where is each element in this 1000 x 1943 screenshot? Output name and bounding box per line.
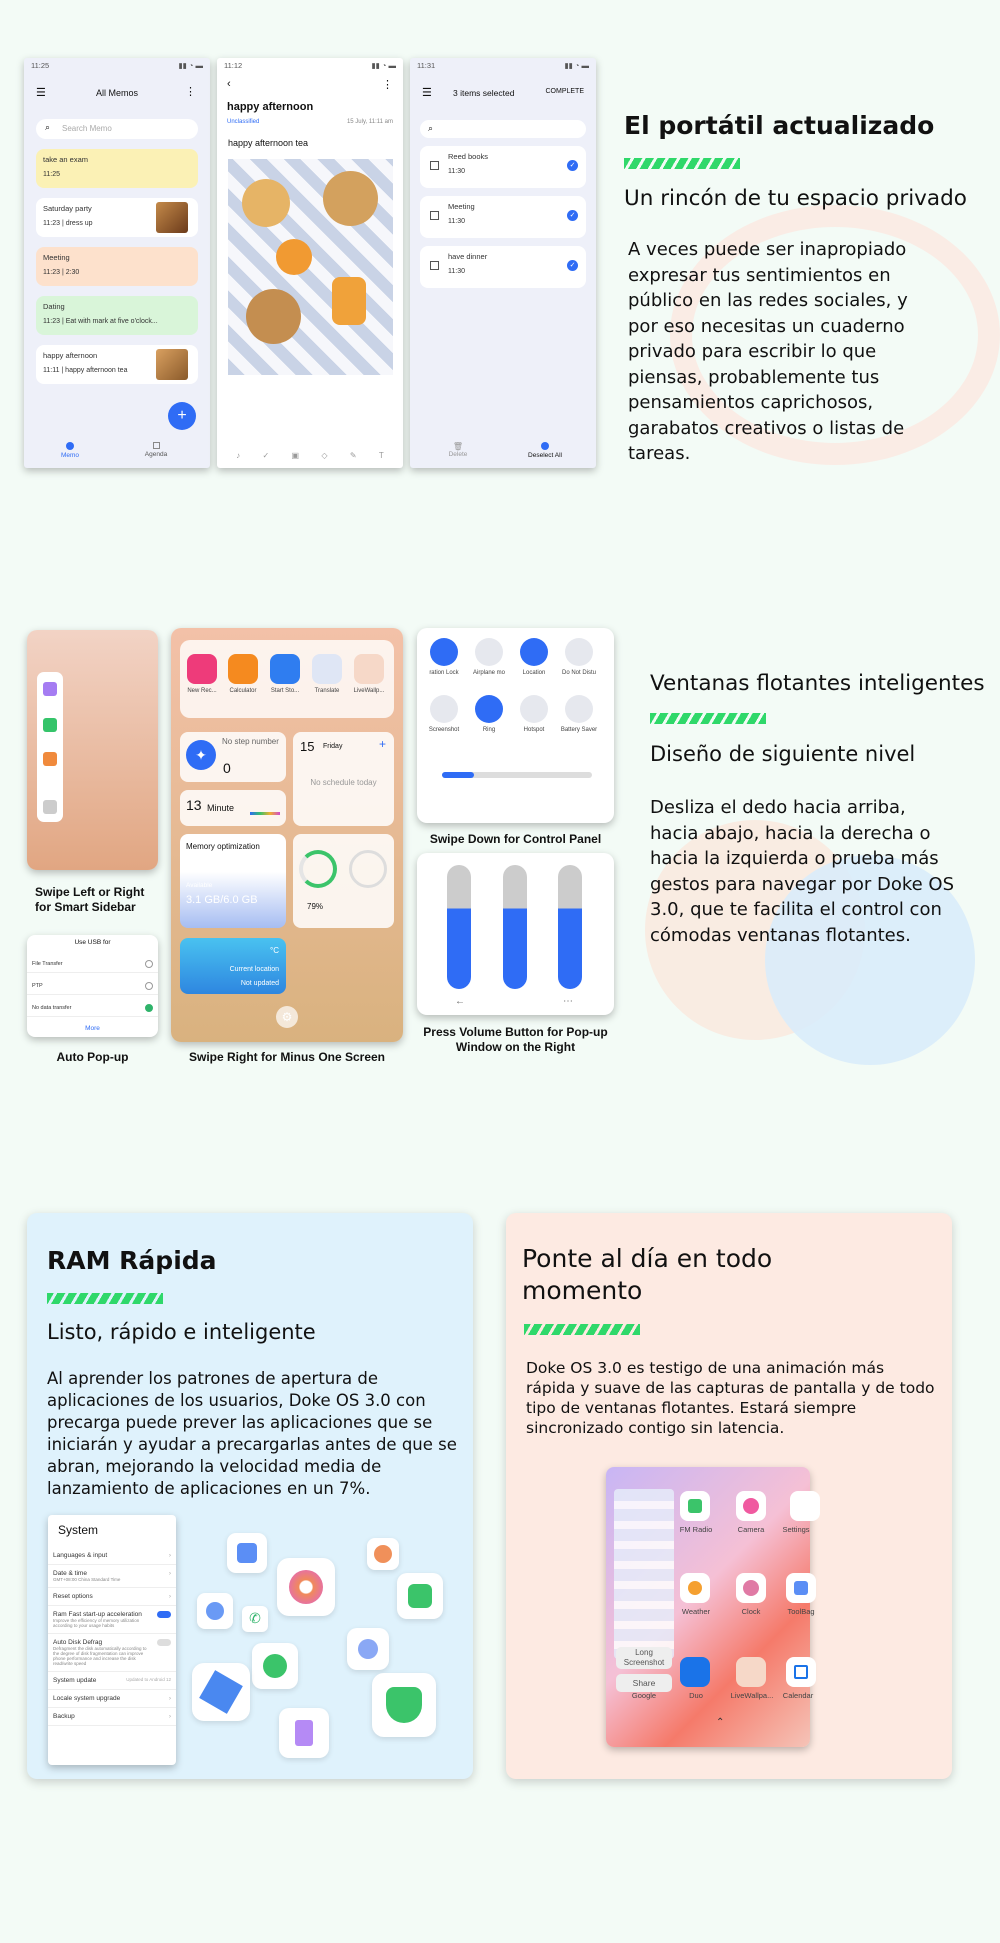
deselect-all-button[interactable]: Deselect All: [520, 442, 570, 459]
app-icon-cloud: [187, 1523, 467, 1763]
share-button[interactable]: Share: [616, 1674, 672, 1692]
memo-card[interactable]: take an exam 11:25: [36, 149, 198, 188]
settings-icon[interactable]: [790, 1491, 820, 1521]
section-title: Ventanas flotantes inteligentes: [650, 671, 985, 696]
memo-card[interactable]: happy afternoon 11:11 | happy afternoon tea: [36, 345, 198, 384]
memory-widget[interactable]: Memory optimization Available 3.1 GB/6.0 GB: [180, 834, 286, 928]
checkbox[interactable]: [430, 161, 439, 170]
section-body: Doke OS 3.0 es testigo de una animación más rápida y suave de las capturas de pantalla y de todo tipo de ventanas flotantes. Estará siempre sincronizado contigo sin latencia.: [526, 1359, 935, 1437]
memo-thumbnail: [156, 349, 188, 380]
section-title: RAM Rápida: [47, 1246, 217, 1275]
calculator-icon[interactable]: [228, 654, 258, 684]
memo-card[interactable]: Meeting 11:23 | 2:30: [36, 247, 198, 286]
minus-one-screen: New Rec... Calculator Start Sto... Translate LiveWallp... ✦ No step number 0 15 Friday + No schedule today 13 Minute Memory optimization Available 3.1 GB/6.0 GB 79% °C Current location Not updated ⚙: [171, 628, 403, 1042]
tab-memo[interactable]: Memo: [50, 442, 90, 459]
control-panel: ration Lock Airplane mo Location Do Not Distu Screenshot Ring Hotspot Battery Saver: [417, 628, 614, 823]
memo-list-screen: [24, 58, 210, 468]
memo-date: 15 July, 11:11 am: [346, 119, 393, 125]
page-title: 3 items selected: [453, 88, 515, 98]
more-link[interactable]: More: [85, 1025, 100, 1032]
notes-icon: [279, 1708, 329, 1758]
category-tag[interactable]: Unclassified: [227, 119, 260, 125]
mic-icon[interactable]: ♪: [236, 451, 241, 460]
add-memo-button[interactable]: +: [168, 402, 196, 430]
caption: Auto Pop-up: [56, 1050, 129, 1064]
steps-widget[interactable]: ✦ No step number 0: [180, 732, 286, 782]
usb-option[interactable]: File Transfer: [27, 956, 158, 973]
smart-sidebar-preview: [27, 630, 158, 870]
caption: Press Volume Button for Pop-up Window on the Right: [423, 1025, 608, 1054]
page-title: All Memos: [95, 88, 138, 98]
check-icon[interactable]: ✓: [262, 451, 270, 460]
checkbox[interactable]: [430, 261, 439, 270]
settings-row[interactable]: Languages & input ›: [48, 1547, 176, 1565]
timer-widget[interactable]: 13 Minute: [180, 790, 286, 826]
shirt-icon[interactable]: ◇: [321, 451, 328, 460]
food-photo: [228, 159, 393, 375]
memo-card[interactable]: Saturday party 11:23 | dress up: [36, 198, 198, 237]
system-settings: System Languages & input › Date & time › GMT+08:00 China Standard Time Reset options › Ram Fast start-up acceleration Improve the efficiency of memory utilization according to your usage habits Auto Disk Defrag Defragment the disk automatically according to the degree of disk fragmentation can improve phone performance and increase the disk read/write speed System update Updated to Android 12 Locale system upgrade › Backup ›: [48, 1515, 176, 1765]
battery-saver-icon[interactable]: [565, 695, 593, 723]
search-input[interactable]: Search Memo: [36, 119, 198, 139]
section-body: A veces puede ser inapropiado expresar tus sentimientos en público en las redes sociales, y por eso necesitas un cuaderno privado para escribir lo que piensas, probablemente tus pensamientos caprichosos, garabatos creativos o listas de tareas.: [628, 239, 908, 464]
runner-icon: ✦: [186, 740, 216, 770]
rotation-lock-icon[interactable]: [430, 638, 458, 666]
shield-icon: [372, 1673, 436, 1737]
caption: Swipe Left or Right for Smart Sidebar: [35, 885, 145, 914]
fm-radio-icon[interactable]: [680, 1491, 710, 1521]
caption: Swipe Right for Minus One Screen: [188, 1050, 386, 1064]
search-icon: ⌕: [45, 122, 51, 132]
menu-icon[interactable]: ☰: [36, 87, 46, 99]
pen-icon[interactable]: ✎: [349, 451, 357, 460]
security-icon: [252, 1643, 298, 1689]
complete-button[interactable]: COMPLETE: [545, 88, 584, 95]
ram-card: [27, 1213, 473, 1779]
section-body: Al aprender los patrones de apertura de aplicaciones de los usuarios, Doke OS 3.0 con precarga puede prever las aplicaciones que se iniciarán y ayudar a precargarlas antes de que se abran, mejorando la velocidad media de lanzamiento de aplicaciones en un 7%.: [47, 1369, 457, 1498]
music-icon: [277, 1558, 335, 1616]
duo-icon[interactable]: [680, 1657, 710, 1687]
livewallpaper-icon[interactable]: [354, 654, 384, 684]
long-screenshot-button[interactable]: Long Screenshot: [616, 1647, 672, 1669]
more-icon[interactable]: ⋮: [185, 86, 196, 98]
section-divider: [650, 713, 766, 724]
volume-popup: [417, 853, 614, 1015]
home-screen: Long Screenshot Share FM Radio Camera Settings Weather Clock ToolBag Google Duo LiveWallpa... Calendar ⌃: [606, 1467, 810, 1747]
do-not-disturb-icon[interactable]: [565, 638, 593, 666]
status-bar: 11:25 ▮▮ ◔ ▬: [31, 60, 203, 70]
image-icon[interactable]: ▣: [291, 451, 300, 460]
settings-row[interactable]: System update Updated to Android 12: [48, 1672, 176, 1690]
usb-option[interactable]: No data transfer: [27, 1000, 158, 1017]
editor-toolbar: [225, 451, 395, 460]
usb-option[interactable]: PTP: [27, 978, 158, 995]
settings-row[interactable]: Locale system upgrade ›: [48, 1690, 176, 1708]
hotspot-icon[interactable]: [520, 695, 548, 723]
widgets-icon: [227, 1533, 267, 1573]
tab-agenda[interactable]: Agenda: [136, 442, 176, 458]
settings-row[interactable]: Ram Fast start-up acceleration Improve the efficiency of memory utilization according to your usage habits: [48, 1606, 176, 1634]
grid-icon[interactable]: [43, 800, 57, 814]
settings-row[interactable]: Date & time › GMT+08:00 China Standard Time: [48, 1565, 176, 1588]
recorder-icon[interactable]: [187, 654, 217, 684]
section-subtitle: Un rincón de tu espacio privado: [624, 186, 967, 211]
chevron-up-icon[interactable]: ⌃: [716, 1717, 725, 1728]
clock-icon[interactable]: [736, 1573, 766, 1603]
volume-slider-alarm[interactable]: [558, 865, 582, 989]
screenshot-preview[interactable]: [614, 1489, 674, 1659]
search-input[interactable]: ⌕: [420, 120, 586, 138]
trash-icon: 🗑: [452, 442, 464, 451]
delete-button[interactable]: 🗑 Delete: [440, 442, 476, 458]
section-body: Desliza el dedo hacia arriba, hacia abajo, hacia la derecha o hacia la izquierda o prueba más gestos para navegar por Doke OS 3.0, que te facilita el control con cómodas ventanas flotantes.: [650, 797, 955, 946]
calendar-icon[interactable]: [786, 1657, 816, 1687]
memo-select-screen: 11:31 ▮▮ ◔ ▬ ☰ 3 items selected COMPLETE ⌕ Reed books 11:30 ✓ Meeting 11:30 ✓ have dinner 11:30 ✓ 🗑 Delete Deselect All: [410, 58, 596, 468]
sidebar-app-icon[interactable]: [43, 718, 57, 732]
list-item[interactable]: have dinner 11:30 ✓: [420, 246, 586, 288]
checked-icon[interactable]: ✓: [567, 160, 578, 171]
list-item[interactable]: Reed books 11:30 ✓: [420, 146, 586, 188]
toolbag-icon[interactable]: [786, 1573, 816, 1603]
usb-title: Use USB for: [74, 939, 111, 946]
list-item[interactable]: Meeting 11:30 ✓: [420, 196, 586, 238]
back-icon[interactable]: ‹: [227, 78, 231, 90]
more-icon[interactable]: ⋯: [563, 996, 573, 1007]
brightness-slider[interactable]: [442, 772, 592, 778]
memo-text[interactable]: happy afternoon tea: [228, 138, 309, 148]
location-icon[interactable]: [520, 638, 548, 666]
volume-slider-media[interactable]: [447, 865, 471, 989]
menu-icon[interactable]: ☰: [422, 87, 432, 99]
weather-icon[interactable]: [680, 1573, 710, 1603]
caption: Swipe Down for Control Panel: [429, 832, 602, 846]
memo-thumbnail: [156, 202, 188, 233]
memo-detail-screen: 11:12 ▮▮ ◔ ▬ ‹ ⋮ happy afternoon Unclassified 15 July, 11:11 am happy afternoon tea ♪ ✓ ▣ ◇ ✎ T: [217, 58, 403, 468]
settings-row[interactable]: Reset options ›: [48, 1588, 176, 1606]
checked-icon[interactable]: ✓: [567, 260, 578, 271]
checkbox[interactable]: [430, 211, 439, 220]
sidebar-app-icon[interactable]: [43, 682, 57, 696]
settings-icon[interactable]: ⚙: [276, 1006, 298, 1028]
battery-widget[interactable]: 79%: [293, 834, 394, 928]
section-subtitle: Listo, rápido e inteligente: [47, 1320, 316, 1344]
section-subtitle: Diseño de siguiente nivel: [650, 742, 916, 766]
screenshot-icon[interactable]: [430, 695, 458, 723]
translate-icon[interactable]: [312, 654, 342, 684]
section-divider: [524, 1324, 640, 1335]
contacts-icon: [197, 1593, 233, 1629]
sidebar-app-icon[interactable]: [43, 752, 57, 766]
checked-icon[interactable]: ✓: [567, 210, 578, 221]
more-icon[interactable]: ⋮: [382, 79, 393, 91]
camera-icon[interactable]: [736, 1491, 766, 1521]
ring-icon[interactable]: [475, 695, 503, 723]
toggle-switch: [157, 1639, 171, 1646]
memo-card[interactable]: Dating 11:23 | Eat with mark at five o'clock...: [36, 296, 198, 335]
add-icon[interactable]: +: [378, 737, 386, 751]
sync-card: [506, 1213, 952, 1779]
phone-icon: ✆: [242, 1606, 268, 1632]
volume-slider-ring[interactable]: [503, 865, 527, 989]
usb-popup: [27, 935, 158, 1037]
section-title: El portátil actualizado: [624, 111, 935, 140]
memo-title: happy afternoon: [227, 101, 314, 113]
settings-row[interactable]: Auto Disk Defrag Defragment the disk automatically according to the degree of disk fragmentation can improve phone performance and increase the disk read/write speed: [48, 1634, 176, 1672]
toggle-switch: [157, 1611, 171, 1618]
airplane-icon[interactable]: [475, 638, 503, 666]
section-divider: [624, 158, 740, 169]
section-divider: [47, 1293, 163, 1304]
gallery-icon: [367, 1538, 399, 1570]
cube-icon: [192, 1663, 250, 1721]
settings-row[interactable]: Backup ›: [48, 1708, 176, 1726]
back-icon[interactable]: ←: [455, 996, 465, 1007]
weather-widget[interactable]: °C Current location Not updated: [180, 938, 286, 994]
games-icon: [397, 1573, 443, 1619]
section-title: Ponte al día en todo momento: [522, 1244, 773, 1305]
text-icon[interactable]: T: [378, 451, 384, 460]
schedule-widget[interactable]: 15 Friday + No schedule today: [293, 732, 394, 826]
browser-icon: [347, 1628, 389, 1670]
stopwatch-icon[interactable]: [270, 654, 300, 684]
livewallpaper-icon[interactable]: [736, 1657, 766, 1687]
